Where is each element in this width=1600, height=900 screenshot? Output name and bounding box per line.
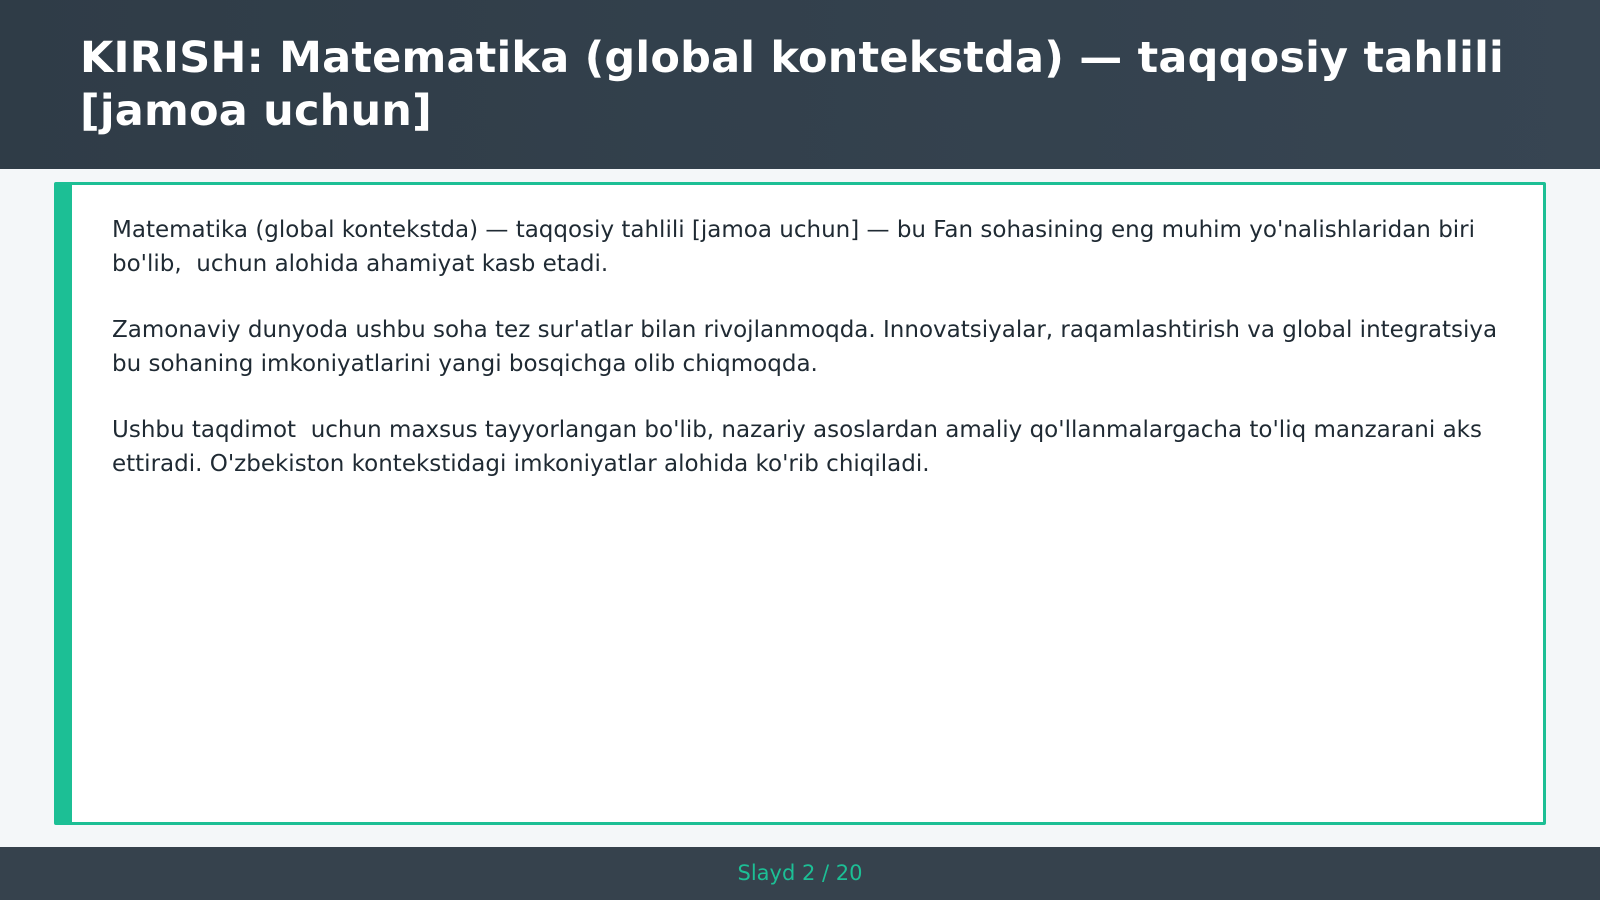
slide-header	[0, 0, 1600, 169]
paragraph-modern-world: Zamonaviy dunyoda ushbu soha tez sur'atlar bilan rivojlanmoqda. Innovatsiyalar, raqamlashtirish va global integratsiya bu sohaning imkoniyatlarini yangi bosqichga olib chiqmoqda.	[112, 317, 1505, 377]
content-panel	[54, 182, 1546, 825]
slide-counter: Slayd 2 / 20	[737, 861, 863, 885]
paragraph-presentation-purpose: Ushbu taqdimot uchun maxsus tayyorlangan bo'lib, nazariy asoslardan amaliy qo'llanmalargacha to'liq manzarani aks ettiradi. O'zbekiston kontekstidagi imkoniyatlar alohida ko'rib chiqiladi.	[112, 417, 1490, 477]
slide-footer	[0, 847, 1600, 900]
content-text	[112, 213, 1505, 513]
paragraph-intro: Matematika (global kontekstda) — taqqosiy tahlili [jamoa uchun] — bu Fan sohasining eng muhim yo'nalishlaridan biri bo'lib, uchun alohida ahamiyat kasb etadi.	[112, 217, 1483, 277]
slide-title: KIRISH: Matematika (global kontekstda) — taqqosiy tahlili [jamoa uchun]	[80, 33, 1504, 136]
